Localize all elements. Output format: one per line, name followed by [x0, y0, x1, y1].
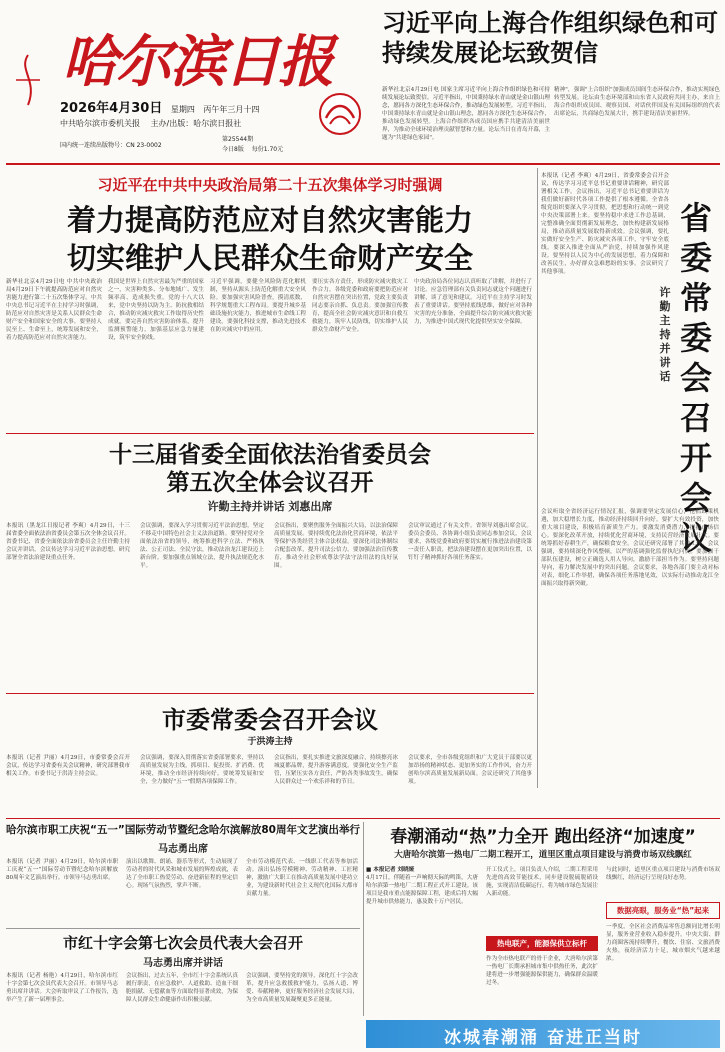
labor-col-1: 本报讯（记者 尹丽）4月29日，哈尔滨市职工庆祝“五一”国际劳动节暨纪念哈尔滨解放80周年文艺演出举行。市领导马志勇出席。 — [6, 859, 118, 881]
politburo-col-3: 习近平强调，要健全风险防范化解机制，坚持从源头上防范化解重大安全风险。要加强灾害风险普查，摸清底数，科学规划重大工程布局。要提升城乡基础设施抗灾能力，推进城市生命线工程建设。要强化科技支撑，推动先进技术在防灾减灾中的应用。 — [210, 279, 306, 333]
section-rule-1 — [6, 433, 534, 434]
banner-text: 冰城春潮涌 奋进正当时 — [444, 1028, 642, 1048]
red-cross-col-2: 会议指出，过去五年，全市红十字会系统认真履行职责，在应急救护、人道救助、造血干细胞捐献、无偿献血等方面取得显著成效，为保障人民群众生命健康作出积极贡献。 — [126, 973, 238, 1003]
economy-subhead: 大唐哈尔滨第一热电厂二期工程开工，道里区重点项目建设与消费市场双线飘红 — [394, 850, 692, 860]
politburo-headline-1: 着力提高防范应对自然灾害能力 — [66, 203, 473, 237]
law-byline: 许勤主持并讲话 刘惠出席 — [207, 500, 333, 513]
red-cross-headline: 市红十字会第七次会员代表大会召开 — [62, 934, 303, 952]
red-cross-col-3: 会议强调，要坚持党的领导，深化红十字会改革，提升应急救援救护能力，弘扬人道、博爱、奉献精神，更好服务经济社会发展大局，为全市高质量发展凝聚更多正能量。 — [246, 973, 358, 1003]
lunar-date: 丙午年三月十四 — [203, 105, 260, 114]
standing-right-text: 本报讯（记者 李爽）4月29日，省委常委会召开会议，传达学习习近平总书记重要讲话精神，研究部署相关工作。 — [541, 173, 669, 195]
price: 每份1.70元 — [251, 146, 284, 153]
standing-right-headline: 省委常委会召开会议 — [679, 199, 712, 557]
city-headline: 市委常委会召开会议 — [162, 706, 378, 734]
law-col-1: 本报讯（黑龙江日报记者 李爽）4月29日，十三届省委全面依法治省委员会第五次全体会议召开。省委书记、省委全面依法治省委员会主任许勤主持会议并讲话。会议传达学习习近平法治思想，研究部署全省法治建设重点任务。 — [6, 523, 130, 561]
column-divider — [537, 168, 538, 788]
economy-col-1: ■ 本报记者 刘晓娅 4月17日，伴随着一声响彻天际的鸣笛，大唐哈尔滨第一热电厂二期工程正式开工建设。该项目是我市重点能源保障工程，建成后将大幅提升城市供热能力，惠及数十万户居民。 — [366, 867, 478, 905]
date: 2026年4月30日 — [60, 101, 163, 116]
lead-headline: 习近平向上海合作组织绿色和可持续发展论坛致贺信 — [382, 9, 718, 67]
right-text-col-b: 会议听取全省经济运行情况汇报，强调要坚定发展信心，抢抓政策机遇，加大稳增长力度，推动经济持续回升向好。要扩大有效投资，加快重大项目建设，积极培育新质生产力。要激发消费潜力，提振市场信心。要深化改革开放，持续优化营商环境，支持民营经济发展壮大。要统筹抓好春耕生产，确保粮食安全。会议还研究部署了其他工作。会议强调，要持续深化作风整顿，以严的基调强化监督执纪问责。要加强干部队伍建设，树立正确选人用人导向，激励干部担当作为。要坚持问题导向，着力解决发展中的突出问题。会议要求，各地各部门要主动对标对表，细化工作举措，确保各项任务落地见效，以实际行动推动龙江全面振兴取得新突破。 — [541, 509, 719, 587]
city-col-1: 本报讯（记者 尹丽）4月29日，市委常委会召开会议，传达学习省委有关会议精神，研究部署我市相关工作。市委书记于洪涛主持会议。 — [6, 755, 130, 777]
issue-number: 第25544期 — [222, 136, 254, 143]
law-col-2: 会议强调，要深入学习贯彻习近平法治思想，坚定不移走中国特色社会主义法治道路。要坚持党对全面依法治省的领导，统筹推进科学立法、严格执法、公正司法、全民守法，推动法治龙江建设迈上新台阶。要加强重点领域立法，提升执法规范化水平。 — [140, 523, 264, 569]
red-cross-col-1: 本报讯（记者 杨艳）4月29日，哈尔滨市红十字会第七次会员代表大会召开。市领导马志勇出席并讲话。大会听取审议了工作报告，选举产生了新一届理事会。 — [6, 973, 118, 1003]
politburo-col-5: 中央政治局各位同志认真听取了讲解，并进行了讨论。应急管理部有关负责同志就这个问题进行讲解，谈了意见和建议。习近平在主持学习时发表了重要讲话。要坚持底线思维，做好应对各种灾害的充分准备，全面提升综合防灾减灾救灾能力，为推进中国式现代化提供坚实安全保障。 — [414, 279, 532, 325]
red-cross-byline: 马志勇出席并讲话 — [143, 958, 223, 969]
city-col-3: 会议指出，要扎实推进文旅深度融合，持续擦亮冰城夏都品牌，提升游客满意度。要强化安全生产监管，压紧压实各方责任，严防各类事故发生，确保人民群众过一个欢乐祥和的节日。 — [274, 755, 398, 785]
politburo-col-4: 要压实各方责任，形成防灾减灾救灾工作合力。各级党委和政府要把防范应对自然灾害摆在突出位置，党政主要负责同志要亲自抓、负总责。要加强宣传教育，提高全社会防灾减灾意识和自救互救能力，筑牢人民防线，切实维护人民群众生命财产安全。 — [312, 279, 408, 333]
lead-story — [382, 4, 720, 162]
lead-text-2: 精神"，强调"上合组织"加强成员国间生态环保合作，推动实现绿色转型发展。论坛由生态环境部和山东省人民政府共同主办，来自上海合作组织成员国、观察员国、对话伙伴国及有关国际组织的代表出席论坛，共商绿色发展大计，携手建设清洁美丽世界。 — [554, 87, 720, 117]
section-rule-3 — [6, 818, 720, 819]
masthead-emblem-icon — [318, 92, 362, 136]
publisher: 主办/出版：哈尔滨日报社 — [150, 119, 242, 128]
politburo-col-1: 新华社北京4月29日电 中共中央政治局4月29日下午就提高防范应对自然灾害能力进行第二十五次集体学习。中共中央总书记习近平在主持学习时强调，防范应对自然灾害是关系人民群众生命财产安全和国家安全的大事。要坚持人民至上、生命至上，统筹发展和安全，着力提高防范应对自然灾害能力。 — [6, 279, 102, 341]
economy-box-2: 数据亮眼，服务业“热”起来 — [606, 902, 720, 919]
law-headline-2: 第五次全体会议召开 — [166, 470, 374, 496]
cn-number: 国内统一连续出版物号：CN 23-0002 — [60, 142, 162, 149]
weekday: 星期四 — [170, 105, 195, 114]
city-col-2: 会议强调，要深入贯彻落实省委部署要求，坚持以高质量发展为主线，抓项目、促投资、扩消费、优环境，推动全市经济持续向好。要统筹发展和安全，全力做好"五一"假期各项保障工作。 — [140, 755, 264, 785]
masthead — [0, 0, 380, 160]
section-rule-2 — [6, 693, 534, 694]
law-col-4: 会议审议通过了有关文件。省领导刘惠出席会议。委员会委员、各协调小组负责同志参加会议。会议要求，各级党委和政府要切实履行推进法治建设第一责任人职责，把法治建设摆在更加突出位置，以钉钉子精神抓好各项任务落实。 — [408, 523, 532, 561]
bottom-banner — [366, 1020, 720, 1048]
politburo-col-2: 我国是世界上自然灾害最为严重的国家之一，灾害种类多、分布地域广、发生频率高、造成损失重。党的十八大以来，党中央坚持以防为主、防抗救相结合，推动防灾减灾救灾工作取得历史性成就。要完善自然灾害防治体系，提升监测预警能力，加强基层应急力量建设，筑牢安全防线。 — [108, 279, 204, 341]
standing-right-byline: 许勤主持并讲话 — [659, 286, 671, 383]
right-text-col-a: 本报讯（记者 李爽）4月29日，省委常委会召开会议，传达学习习近平总书记重要讲话精神，研究部署相关工作。会议指出，习近平总书记重要讲话为我们做好新时代各项工作提供了根本遵循。全省各级党组织要深入学习贯彻，把思想和行动统一到党中央决策部署上来。要坚持稳中求进工作总基调，完整准确全面贯彻新发展理念，加快构建新发展格局，推动高质量发展取得新成效。会议强调，要扎实做好安全生产、防灾减灾各项工作，守牢安全底线。要深入推进全面从严治党，持续加强作风建设。要坚持以人民为中心的发展思想，着力保障和改善民生，办好群众急难愁盼的实事。会议研究了其他事项。 — [541, 173, 669, 275]
masthead-flourish-icon — [8, 50, 48, 110]
section-rule-4 — [6, 928, 360, 929]
pages: 今日8版 — [222, 146, 244, 153]
column-divider-2 — [363, 822, 364, 1016]
politburo-kicker: 习近平在中共中央政治局第二十五次集体学习时强调 — [97, 176, 443, 194]
law-col-3: 会议指出，要聚焦服务全面振兴大局，以法治保障高质量发展。要持续优化法治化营商环境，依法平等保护各类经营主体合法权益。要深化司法体制综合配套改革，提升司法公信力。要加强法治宣传教育，推动全社会形成尊法学法守法用法的良好氛围。 — [274, 523, 398, 569]
masthead-rule — [6, 163, 720, 165]
city-committee-story — [6, 696, 534, 818]
page-count — [222, 144, 283, 153]
masthead-title: 哈尔滨日报 — [62, 29, 332, 95]
labor-headline: 哈尔滨市职工庆祝“五一”国际劳动节暨纪念哈尔滨解放80周年文艺演出举行 — [6, 824, 360, 836]
economy-byline: ■ 本报记者 刘晓娅 — [366, 867, 415, 873]
law-headline-1: 十三届省委全面依法治省委员会 — [109, 442, 431, 468]
labor-col-3: 全市劳动模范代表、一线职工代表等参加活动。演出弘扬劳模精神、劳动精神、工匠精神，激励广大职工在推动高质量发展中建功立业，为建设新时代社会主义现代化国际大都市贡献力量。 — [246, 859, 358, 897]
red-cross-story — [6, 932, 360, 1050]
sponsor-line — [60, 118, 241, 129]
economy-box-1: 热电联产，能源保供立标杆 — [486, 936, 598, 951]
sponsor: 中共哈尔滨市委机关报 — [60, 119, 140, 128]
issue-date — [60, 97, 259, 116]
politburo-headline-2: 切实维护人民群众生命财产安全 — [66, 241, 473, 275]
labor-story — [6, 822, 360, 926]
lead-text: 新华社北京4月29日电 国家主席习近平向上海合作组织绿色和可持续发展论坛致贺信。习近平指出，中国秉持绿水青山就是金山银山理念，愿同各方深化生态环保合作，推动绿色发展转型。习近平指出，中国秉持绿水青山就是金山银山理念，愿同各方深化生态环保合作，推动绿色发展转型。上海合作组织各成员国应携手共建清洁美丽世界，为推动全球环境治理贡献智慧和力量。论坛当日在青岛开幕，主题为"共建绿色家园"。 — [382, 87, 550, 141]
city-col-4: 会议要求，全市各级党组织和广大党员干部要以更加昂扬的精神状态、更加务实的工作作风，奋力开创哈尔滨高质量发展新局面。会议还研究了其他事项。 — [408, 755, 532, 785]
economy-col-3: 与此同时，道里区重点项目建设与消费市场双线飘红，经济运行呈现良好态势。 数据亮眼，服务业“热”起来 一季度，全区社会消费品零售总额同比增长明显，服务业营业收入稳步提升。中央大街、群力商圈客流持续攀升，餐饮、住宿、文旅消费火热，夜经济活力十足，城市烟火气越来越浓。 — [606, 867, 720, 962]
city-byline: 于洪涛主持 — [247, 737, 293, 747]
economy-story — [366, 822, 720, 1018]
labor-col-2: 演出以歌舞、朗诵、器乐等形式，生动展现了劳动者的时代风采和城市发展的辉煌成就，表达了全市职工热爱劳动、奋进新征程的坚定信心。现场气氛热烈，掌声不断。 — [126, 859, 238, 889]
economy-headline: 春潮涌动“热”力全开 跑出经济“加速度” — [390, 827, 696, 847]
economy-col-2: 开工仪式上，项目负责人介绍，二期工程采用先进的高效节能技术，同步建设脱硫脱硝设施，实现清洁低碳运行，将为城市绿色发展注入新动能。 热电联产，能源保供立标杆 作为全市热电联产的骨干企业，大唐哈尔滨第一热电厂长期承担城市集中供热任务，此次扩建将进一步增强能源保供能力，确保群众温暖过冬。 — [486, 867, 598, 986]
labor-byline: 马志勇出席 — [158, 844, 208, 855]
law-committee-story — [6, 436, 534, 694]
